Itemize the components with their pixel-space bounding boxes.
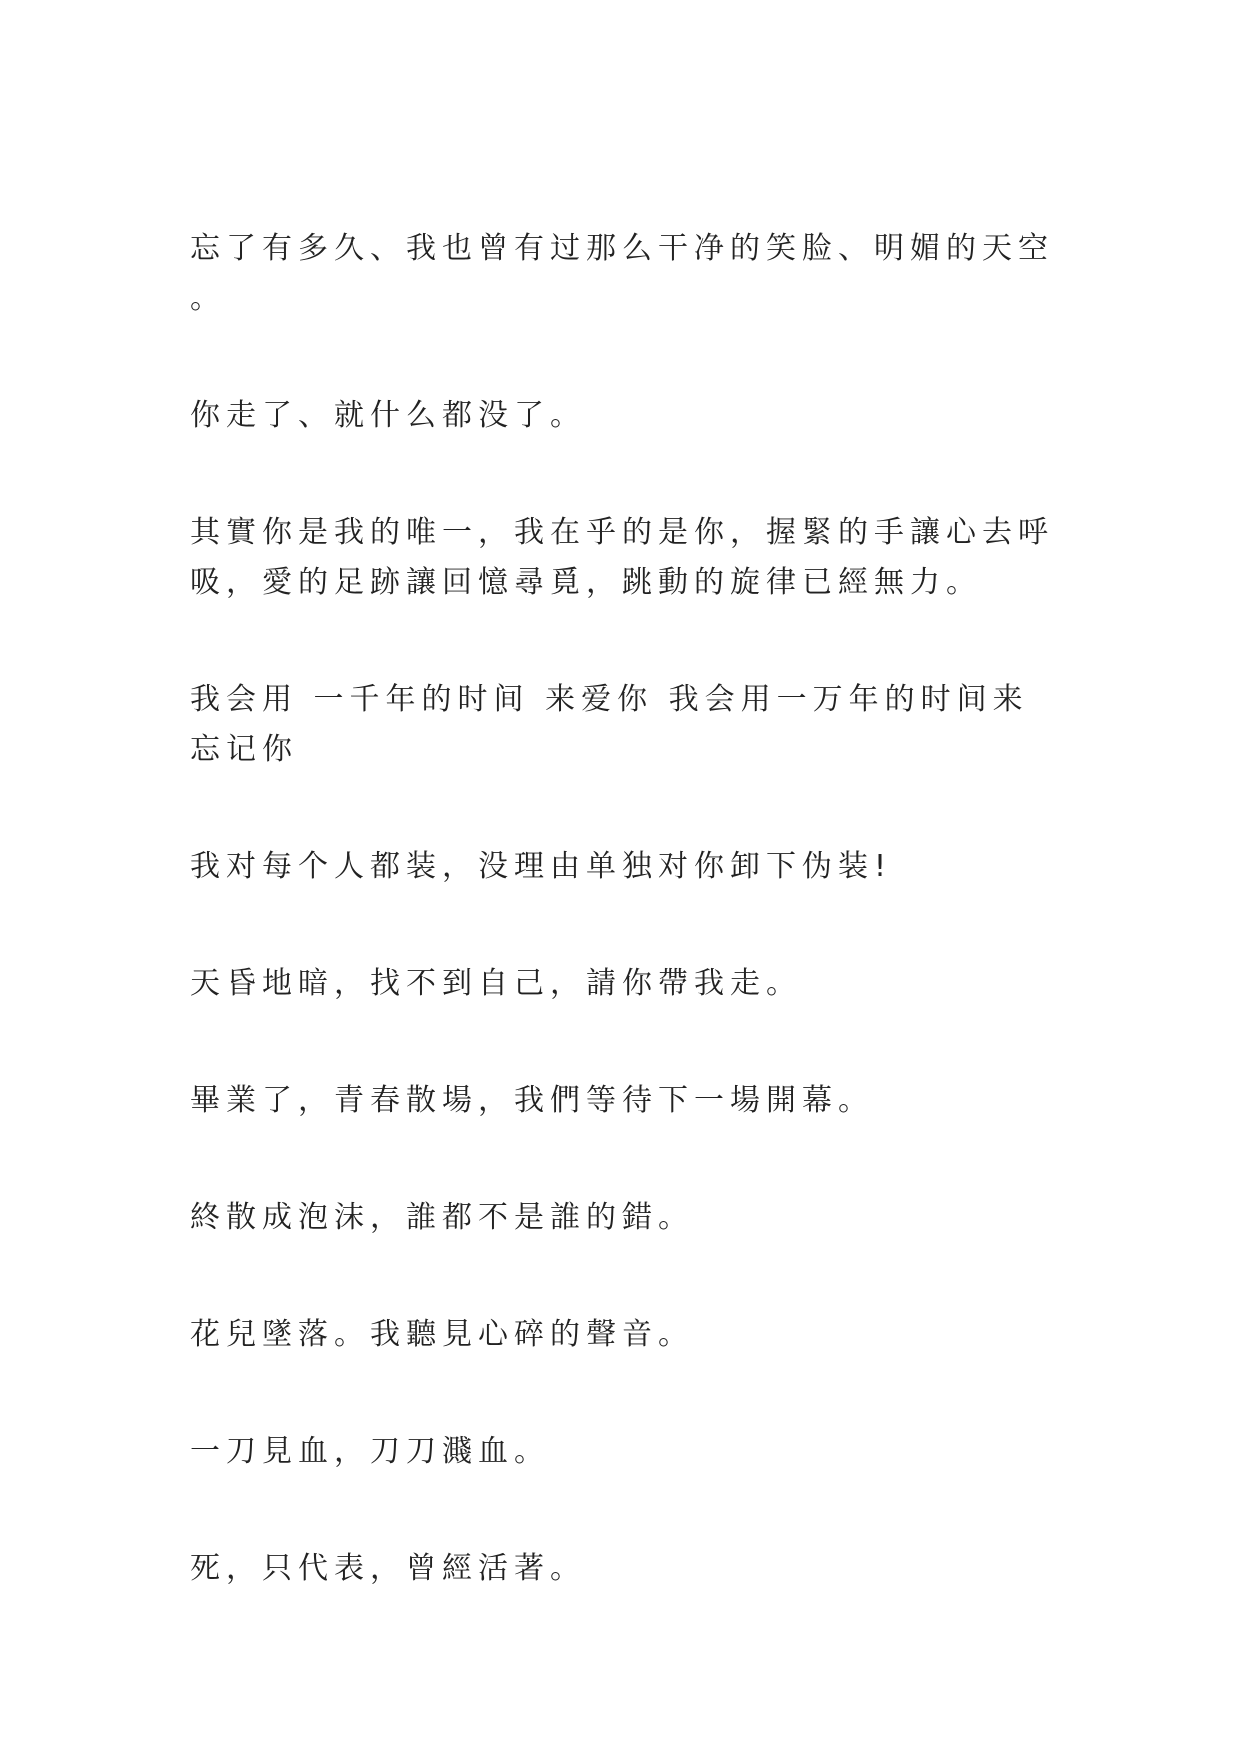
paragraph: 其實你是我的唯一，我在乎的是你，握緊的手讓心去呼吸，愛的足跡讓回憶尋覓，跳動的旋律已經無力。 xyxy=(190,515,1054,600)
paragraph: 一刀見血，刀刀濺血。 xyxy=(190,1434,550,1469)
paragraph: 死，只代表，曾經活著。 xyxy=(190,1551,586,1586)
paragraph: 你走了、就什么都没了。 xyxy=(190,398,586,433)
document-body xyxy=(190,224,1070,1661)
paragraph: 天昏地暗，找不到自己，請你帶我走。 xyxy=(190,966,802,1001)
paragraph: 忘了有多久、我也曾有过那么干净的笑脸、明媚的天空 。 xyxy=(190,231,1070,316)
paragraph: 花兒墜落。我聽見心碎的聲音。 xyxy=(190,1317,694,1352)
paragraph: 我会用 一千年的时间 来爱你 我会用一万年的时间来忘记你 xyxy=(190,682,1029,767)
paragraph: 我对每个人都装，没理由单独对你卸下伪装! xyxy=(190,849,893,884)
paragraph: 終散成泡沫，誰都不是誰的錯。 xyxy=(190,1200,694,1235)
paragraph: 畢業了，青春散場，我們等待下一場開幕。 xyxy=(190,1083,874,1118)
